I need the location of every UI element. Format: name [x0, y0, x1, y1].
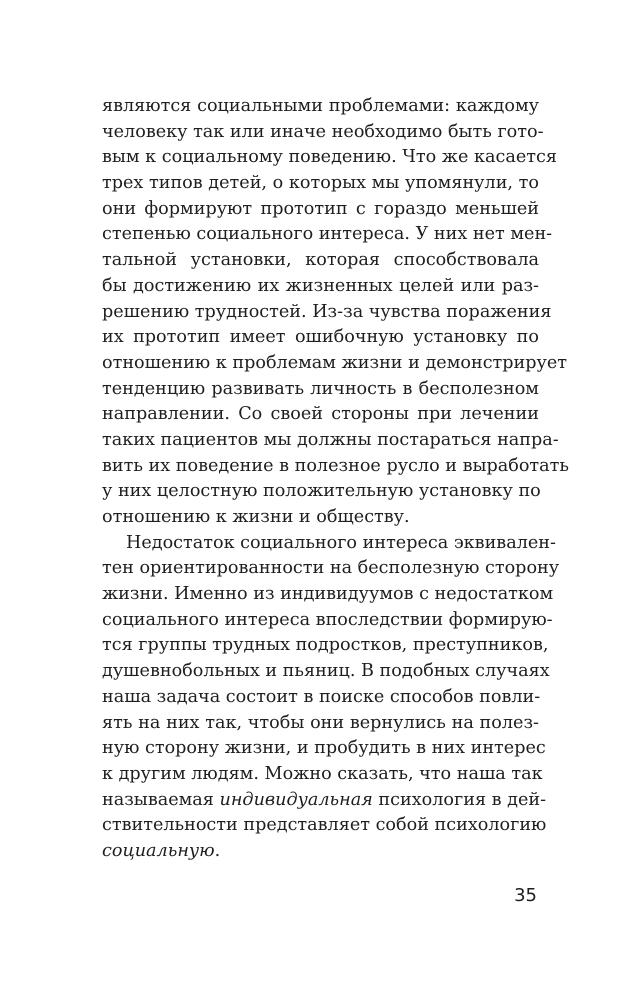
text-line: у них целостную положительную установку по — [102, 481, 541, 502]
body-text — [102, 94, 569, 865]
text-line: вить их поведение в полезное русло и выработать — [102, 455, 569, 476]
text-line: жизни. Именно из индивидуумов с недостатком — [102, 584, 554, 605]
text-line: отношению к проблемам жизни и демонстрирует — [102, 352, 568, 373]
paragraph — [102, 531, 560, 865]
text-run: называемая — [102, 789, 220, 810]
text-line: тальной установки, которая способствовала — [102, 250, 539, 271]
text-line: отношению к жизни и обществу. — [102, 507, 410, 527]
text-line: человеку так или иначе необходимо быть гото- — [102, 121, 544, 142]
text-line: душевнобольных и пьяниц. В подобных случаях — [102, 661, 550, 682]
text-line: Недостаток социального интереса эквивален- — [126, 532, 556, 553]
text-run: . — [214, 840, 221, 861]
emphasis-text: социальную — [102, 840, 215, 861]
text-line: ять на них так, чтобы они вернулись на полез- — [102, 712, 539, 733]
text-line: тся группы трудных подростков, преступников, — [102, 635, 549, 656]
text-line: являются социальными проблемами: каждому — [102, 96, 539, 116]
page-number: 35 — [514, 885, 537, 906]
text-line: степенью социального интереса. У них нет мен- — [102, 224, 553, 245]
text-line: к другим людям. Можно сказать, что наша так — [102, 763, 543, 784]
text-line: бы достижению их жизненных целей или раз- — [102, 275, 539, 296]
text-line: трех типов детей, о которых мы упомянули, то — [102, 173, 539, 194]
text-line: таких пациентов мы должны постараться напра- — [102, 429, 559, 450]
text-line — [102, 839, 539, 865]
paragraph — [102, 94, 569, 531]
text-line — [102, 788, 547, 814]
text-line: социального интереса впоследствии формирую- — [102, 609, 553, 630]
text-line: они формируют прототип с гораздо меньшей — [102, 198, 539, 219]
text-run: психология в дей- — [372, 789, 547, 810]
text-line: ную сторону жизни, и пробудить в них интерес — [102, 738, 546, 759]
text-line: вым к социальному поведению. Что же касается — [102, 147, 557, 168]
text-line: решению трудностей. Из-за чувства поражения — [102, 301, 552, 322]
text-line: тен ориентированности на бесполезную сторону — [102, 558, 560, 579]
text-line: направлении. Со своей стороны при лечении — [102, 404, 539, 425]
text-line: тенденцию развивать личность в бесполезном — [102, 378, 539, 399]
text-line: ствительности представляет собой психологию — [102, 815, 547, 836]
text-line: их прототип имеет ошибочную установку по — [102, 327, 539, 348]
text-line: наша задача состоит в поиске способов повли- — [102, 686, 541, 707]
emphasis-text: индивидуальная — [219, 789, 373, 810]
